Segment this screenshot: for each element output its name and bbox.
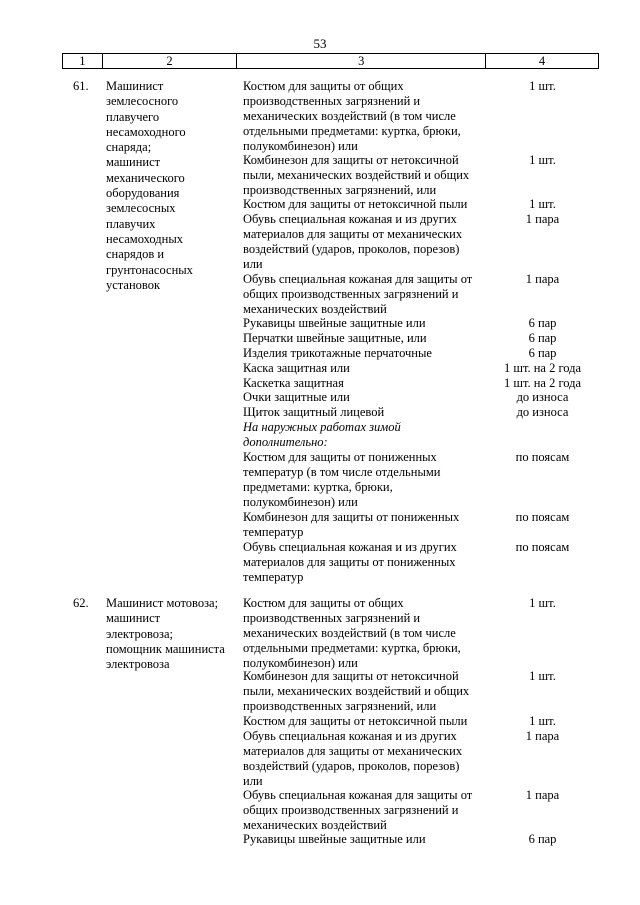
ppe-quantity: 1 пара — [525, 788, 560, 802]
ppe-item: Обувь специальная кожаная и из других материалов для защиты от пониженных температур — [243, 540, 457, 584]
occupation-61: Машинист землесосного плавучего несамоходного снаряда; машинист механического оборудования землесосных плавучих несамоходных снарядов и грунтонасосных установок — [106, 79, 193, 292]
ppe-item: Костюм для защиты от нетоксичной пыли — [243, 197, 468, 211]
column-header-4: 4 — [486, 54, 599, 69]
ppe-quantity: 1 шт. — [529, 197, 556, 211]
ppe-quantity: 1 шт. — [529, 669, 556, 683]
ppe-item: Комбинезон для защиты от пониженных температур — [243, 510, 460, 539]
ppe-item: Рукавицы швейные защитные или — [243, 832, 426, 846]
ppe-quantity: 6 пар — [528, 316, 557, 330]
ppe-quantity: по поясам — [515, 510, 570, 524]
page-number: 53 — [313, 36, 327, 51]
ppe-item: Костюм для защиты от пониженных температур (в том числе отдельными предметами: куртка, брюки, полукомбинезон) или — [243, 450, 441, 509]
column-header-3: 3 — [237, 54, 486, 69]
ppe-quantity: 1 шт. — [529, 714, 556, 728]
ppe-quantity: 1 шт. на 2 года — [503, 376, 582, 390]
occupation-62: Машинист мотовоза; машинист электровоза; помощник машиниста электровоза — [106, 596, 225, 672]
ppe-item: Обувь специальная кожаная для защиты от общих производственных загрязнений и механических воздействий — [243, 272, 473, 316]
ppe-quantity: 1 пара — [525, 729, 560, 743]
ppe-item: Очки защитные или — [243, 390, 350, 404]
ppe-quantity: 6 пар — [528, 832, 557, 846]
table-header — [62, 53, 599, 69]
ppe-item: Обувь специальная кожаная и из других материалов для защиты от механических воздействий (ударов, проколов, порезов) или — [243, 729, 463, 788]
row-number: 61. — [73, 79, 89, 93]
ppe-quantity: 1 пара — [525, 272, 560, 286]
ppe-item: Каска защитная или — [243, 361, 350, 375]
ppe-item: Костюм для защиты от общих производственных загрязнений и механических воздействий (в том числе отдельными предметами: куртка, брюки, полукомбинезон) или — [243, 596, 461, 670]
ppe-item: Изделия трикотажные перчаточные — [243, 346, 432, 360]
ppe-quantity: 6 пар — [528, 331, 557, 345]
ppe-item: Обувь специальная кожаная и из других материалов для защиты от механических воздействий (ударов, проколов, порезов) или — [243, 212, 463, 271]
ppe-quantity: 1 шт. — [529, 596, 556, 610]
ppe-quantity: по поясам — [515, 450, 570, 464]
ppe-quantity: 1 шт. — [529, 79, 556, 93]
ppe-quantity: 6 пар — [528, 346, 557, 360]
ppe-quantity: 1 шт. — [529, 153, 556, 167]
column-header-2: 2 — [102, 54, 237, 69]
ppe-quantity: до износа — [516, 405, 569, 419]
ppe-quantity: 1 пара — [525, 212, 560, 226]
ppe-quantity: до износа — [516, 390, 569, 404]
ppe-item: Костюм для защиты от общих производственных загрязнений и механических воздействий (в том числе отдельными предметами: куртка, брюки, полукомбинезон) или — [243, 79, 461, 153]
ppe-quantity: 1 шт. на 2 года — [503, 361, 582, 375]
ppe-item: Костюм для защиты от нетоксичной пыли — [243, 714, 468, 728]
ppe-item: Рукавицы швейные защитные или — [243, 316, 426, 330]
ppe-item: Каскетка защитная — [243, 376, 344, 390]
ppe-item: Комбинезон для защиты от нетоксичной пыли, механических воздействий и общих производственных загрязнений, или — [243, 669, 470, 713]
column-header-1: 1 — [63, 54, 103, 69]
winter-subheading: На наружных работах зимой дополнительно: — [243, 420, 401, 449]
ppe-item: Комбинезон для защиты от нетоксичной пыли, механических воздействий и общих производственных загрязнений, или — [243, 153, 470, 197]
ppe-quantity: по поясам — [515, 540, 570, 554]
ppe-item: Щиток защитный лицевой — [243, 405, 385, 419]
ppe-item: Перчатки швейные защитные, или — [243, 331, 427, 345]
row-number: 62. — [73, 596, 89, 610]
ppe-item: Обувь специальная кожаная для защиты от общих производственных загрязнений и механических воздействий — [243, 788, 473, 832]
